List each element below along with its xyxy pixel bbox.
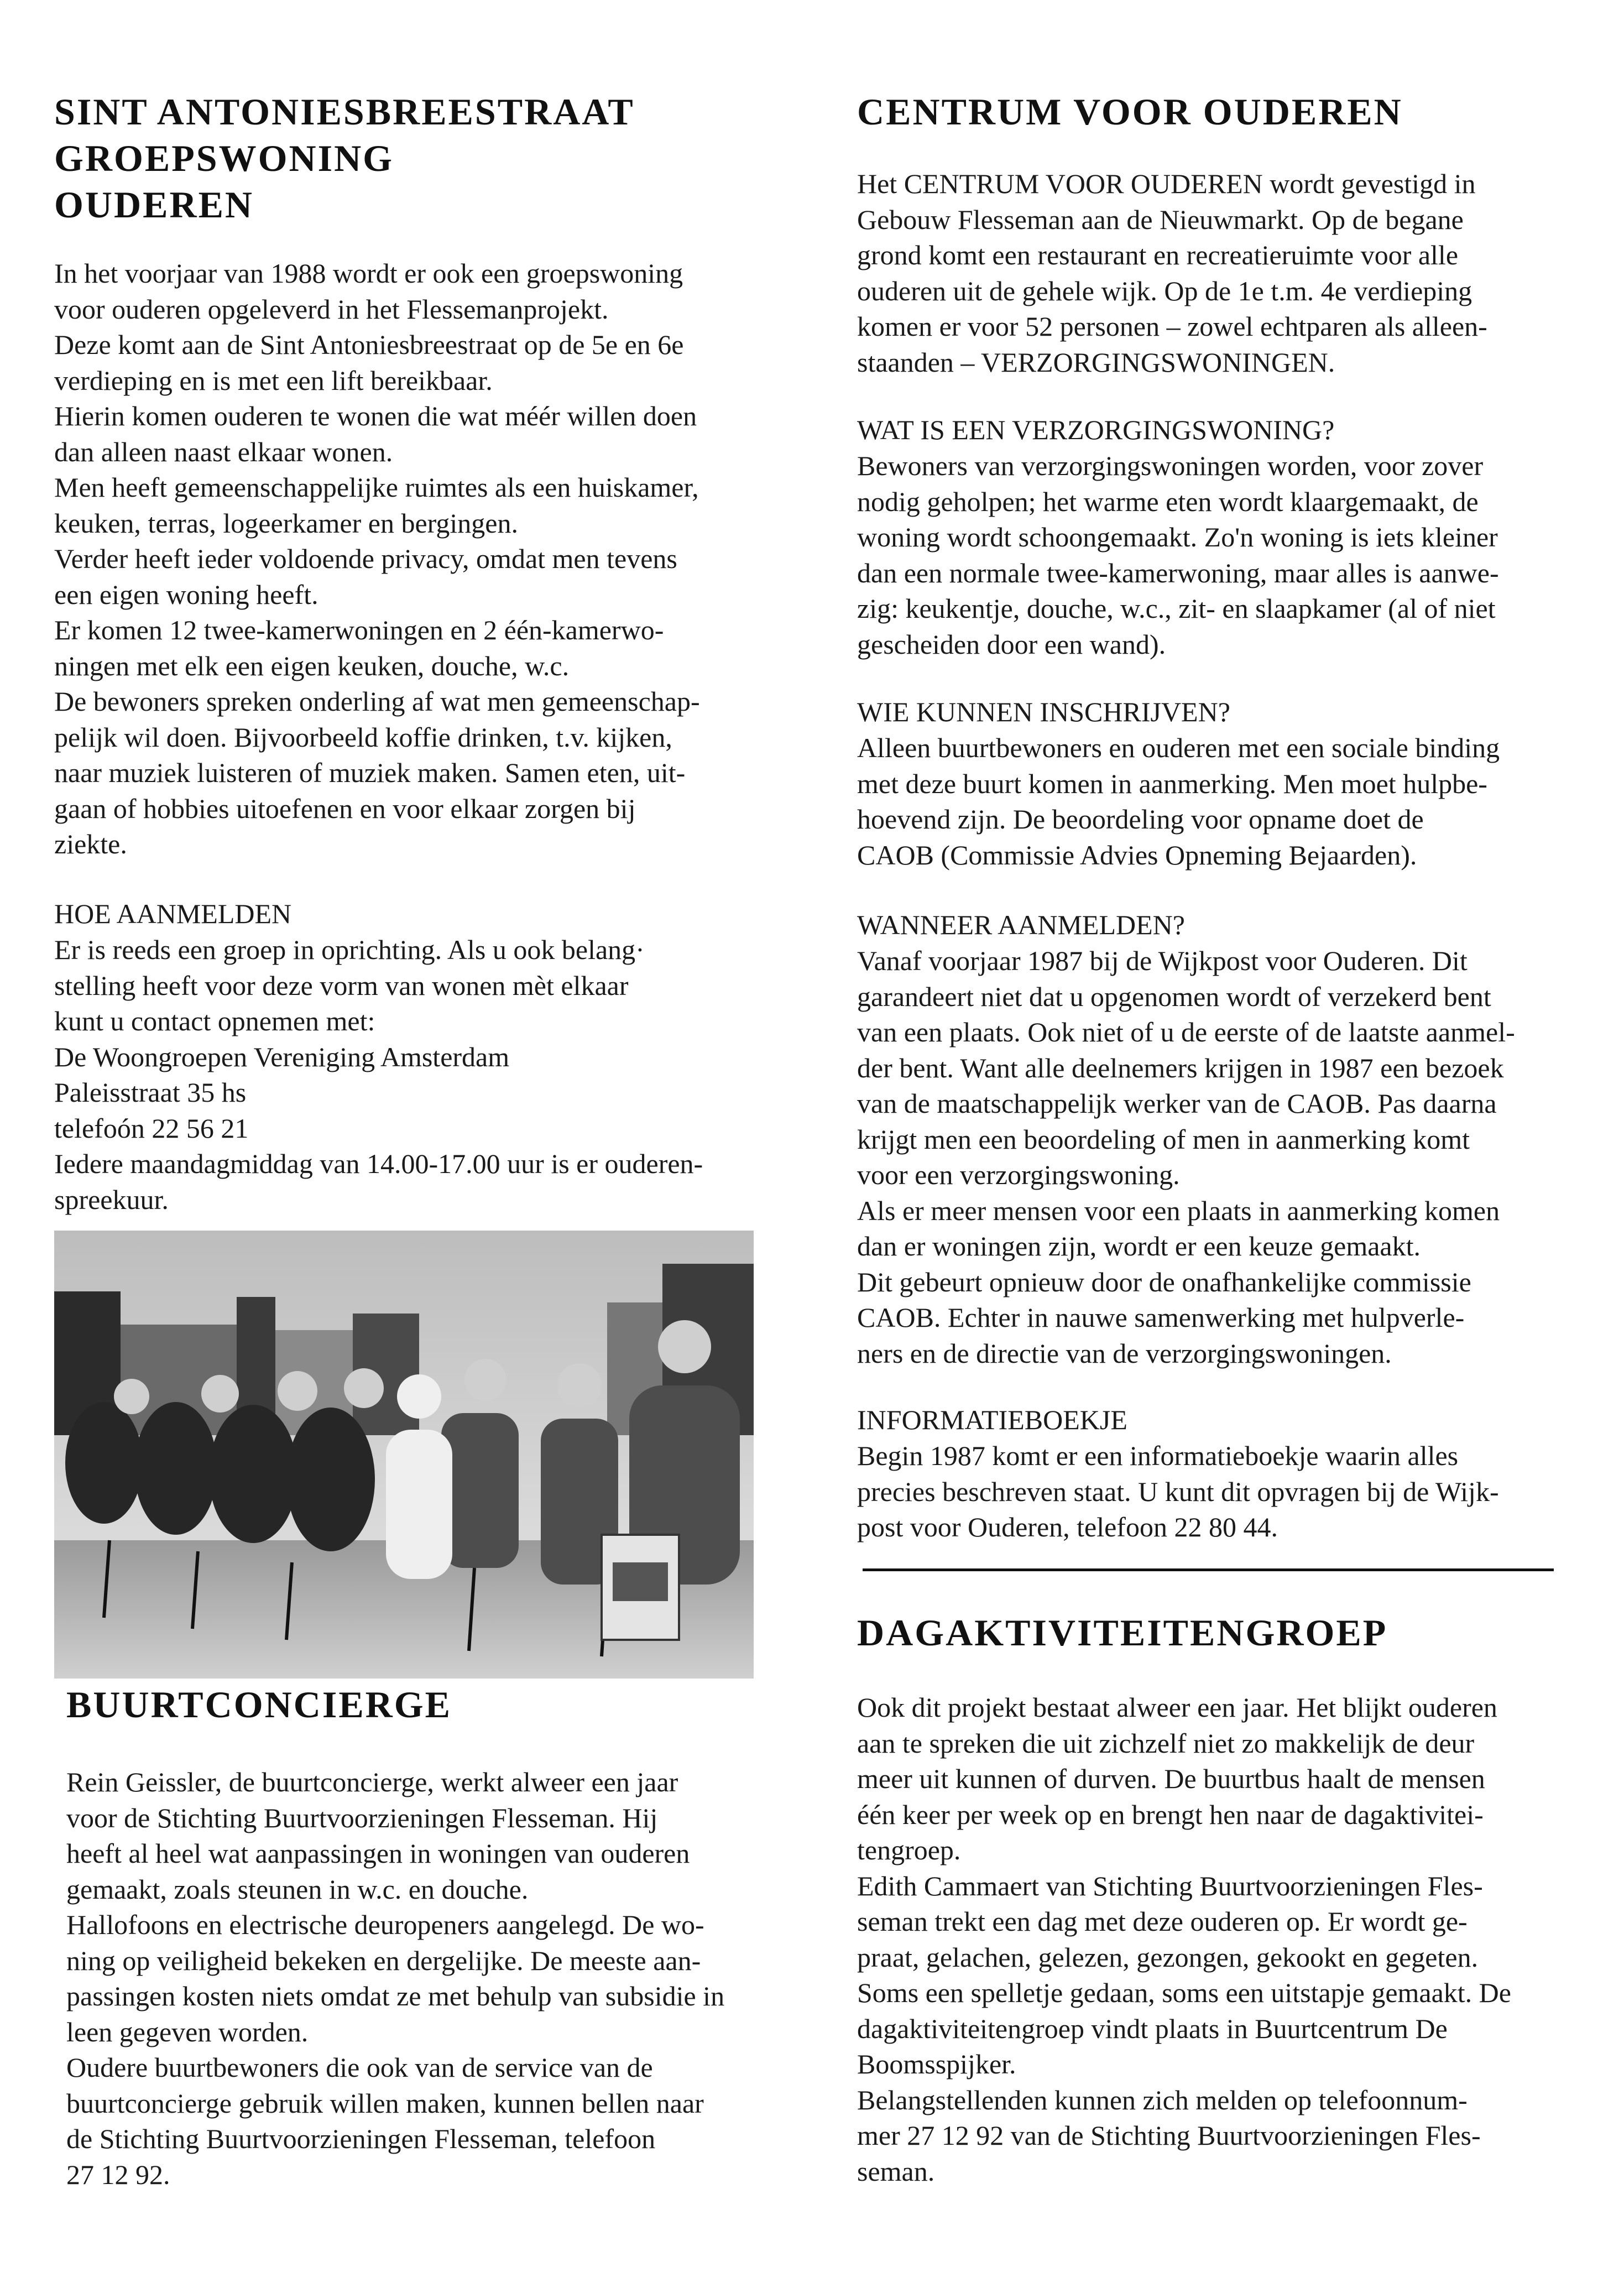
text-line: nodig geholpen; het warme eten wordt klaargemaakt, de bbox=[857, 486, 1479, 517]
text-line: aan te spreken die uit zichzelf niet zo makkelijk de deur bbox=[857, 1727, 1475, 1759]
informatieboekje-heading: INFORMATIEBOEKJE bbox=[857, 1404, 1127, 1435]
text-line: Belangstellenden kunnen zich melden op telefoonnum- bbox=[857, 2084, 1468, 2115]
antonies-title bbox=[54, 88, 759, 228]
text-line: zig: keukentje, douche, w.c., zit- en slaapkamer (al of niet bbox=[857, 593, 1496, 624]
text-line: dan er woningen zijn, wordt er een keuze gemaakt. bbox=[857, 1231, 1421, 1262]
text-line: ouderen uit de gehele wijk. Op de 1e t.m. 4e verdieping bbox=[857, 275, 1472, 306]
text-line: dan een normale twee-kamerwoning, maar alles is aanwe- bbox=[857, 557, 1499, 588]
text-line: Paleisstraat 35 hs bbox=[54, 1077, 247, 1108]
text-line: keuken, terras, logeerkamer en bergingen. bbox=[54, 507, 518, 539]
text-line: Vanaf voorjaar 1987 bij de Wijkpost voor Ouderen. Dit bbox=[857, 945, 1468, 976]
text-line: Hallofoons en electrische deuropeners aangelegd. De wo- bbox=[66, 1909, 704, 1940]
text-line: Edith Cammaert van Stichting Buurtvoorzieningen Fles- bbox=[857, 1870, 1483, 1901]
text-line: Rein Geissler, de buurtconcierge, werkt alweer een jaar bbox=[66, 1766, 678, 1797]
text-line: leen gegeven worden. bbox=[66, 2016, 309, 2047]
group-photo bbox=[54, 1231, 754, 1679]
text-line: verdieping en is met een lift bereikbaar. bbox=[54, 364, 493, 396]
text-line: kunt u contact opnemen met: bbox=[54, 1005, 375, 1036]
concierge-section bbox=[66, 1681, 452, 1728]
text-line: Deze komt aan de Sint Antoniesbreestraat op de 5e en 6e bbox=[54, 329, 684, 360]
text-line: Begin 1987 komt er een informatieboekje waarin alles bbox=[857, 1440, 1459, 1471]
text-line: Oudere buurtbewoners die ook van de service van de bbox=[66, 2052, 653, 2083]
dagaktiviteiten-paragraph bbox=[857, 1690, 1557, 2189]
antonies-title-line: GROEPSWONING bbox=[54, 137, 394, 179]
text-line: Verder heeft ieder voldoende privacy, omdat men tevens bbox=[54, 543, 677, 574]
verzorgingswoning-heading: WAT IS EEN VERZORGINGSWONING? bbox=[857, 414, 1335, 445]
text-line: Soms een spelletje gedaan, soms een uitstapje gemaakt. De bbox=[857, 1977, 1511, 2008]
text-line: gaan of hobbies uitoefenen en voor elkaar zorgen bij bbox=[54, 793, 636, 824]
hoe-aanmelden-paragraph bbox=[54, 932, 759, 1217]
text-line: seman trekt een dag met deze ouderen op. Er wordt ge- bbox=[857, 1906, 1468, 1937]
hoe-aanmelden-heading: HOE AANMELDEN bbox=[54, 898, 292, 929]
text-line: CAOB (Commissie Advies Opneming Bejaarden). bbox=[857, 839, 1417, 871]
text-line: spreekuur. bbox=[54, 1184, 169, 1215]
text-line: mer 27 12 92 van de Stichting Buurtvoorzieningen Fles- bbox=[857, 2120, 1481, 2151]
text-line: van de maatschappelijk werker van de CAOB. Pas daarna bbox=[857, 1088, 1497, 1119]
text-line: der bent. Want alle deelnemers krijgen in 1987 een bezoek bbox=[857, 1052, 1504, 1083]
text-line: passingen kosten niets omdat ze met behulp van subsidie in bbox=[66, 1980, 725, 2011]
text-line: Er is reeds een groep in oprichting. Als u ook belang· bbox=[54, 934, 645, 965]
text-line: CAOB. Echter in nauwe samenwerking met hulpverle- bbox=[857, 1302, 1465, 1333]
inschrijven-paragraph bbox=[857, 730, 1557, 873]
text-line: Bewoners van verzorgingswoningen worden, voor zover bbox=[857, 450, 1484, 481]
text-line: voor een verzorgingswoning. bbox=[857, 1159, 1180, 1190]
text-line: tengroep. bbox=[857, 1834, 961, 1865]
text-line: meer uit kunnen of durven. De buurtbus haalt de mensen bbox=[857, 1763, 1485, 1794]
text-line: dagaktiviteitengroep vindt plaats in Buurtcentrum De bbox=[857, 2013, 1448, 2044]
text-line: van een plaats. Ook niet of u de eerste of de laatste aanmel- bbox=[857, 1017, 1515, 1047]
text-line: De Woongroepen Vereniging Amsterdam bbox=[54, 1041, 510, 1072]
text-line: Iedere maandagmiddag van 14.00-17.00 uur is er ouderen- bbox=[54, 1148, 703, 1179]
text-line: heeft al heel wat aanpassingen in woningen van ouderen bbox=[66, 1838, 690, 1869]
text-line: Als er meer mensen voor een plaats in aanmerking komen bbox=[857, 1195, 1500, 1226]
text-line: precies beschreven staat. U kunt dit opvragen bij de Wijk- bbox=[857, 1476, 1499, 1507]
concierge-title: BUURTCONCIERGE bbox=[66, 1684, 452, 1726]
antonies-title-line: OUDEREN bbox=[54, 184, 254, 226]
antonies-paragraph bbox=[54, 256, 759, 862]
text-line: ningen met elk een eigen keuken, douche, w.c. bbox=[54, 650, 570, 681]
wanneer-aanmelden-heading: WANNEER AANMELDEN? bbox=[857, 909, 1185, 940]
text-line: Er komen 12 twee-kamerwoningen en 2 één-kamerwo- bbox=[54, 614, 664, 645]
text-line: staanden – VERZORGINGSWONINGEN. bbox=[857, 346, 1335, 378]
wanneer-aanmelden-paragraph bbox=[857, 943, 1557, 1371]
text-line: Boomsspijker. bbox=[857, 2049, 1016, 2079]
text-line: krijgt men een beoordeling of men in aanmerking komt bbox=[857, 1123, 1470, 1155]
text-line: dan alleen naast elkaar wonen. bbox=[54, 436, 393, 467]
text-line: ziekte. bbox=[54, 828, 127, 859]
centrum-title: CENTRUM VOOR OUDEREN bbox=[857, 91, 1403, 133]
verzorgingswoning-paragraph bbox=[857, 448, 1557, 662]
text-line: pelijk wil doen. Bijvoorbeeld koffie drinken, t.v. kijken, bbox=[54, 721, 672, 753]
text-line: woning wordt schoongemaakt. Zo'n woning is iets kleiner bbox=[857, 522, 1498, 553]
text-line: Hierin komen ouderen te wonen die wat méér willen doen bbox=[54, 400, 697, 431]
antonies-section bbox=[54, 88, 759, 228]
text-line: telefoón 22 56 21 bbox=[54, 1112, 249, 1144]
text-line: seman. bbox=[857, 2155, 935, 2187]
text-line: komen er voor 52 personen – zowel echtparen als alleen- bbox=[857, 311, 1487, 342]
text-line: grond komt een restaurant en recreatieruimte voor alle bbox=[857, 239, 1459, 270]
centrum-paragraph bbox=[857, 166, 1557, 380]
concierge-paragraph bbox=[66, 1764, 760, 2192]
inschrijven-heading: WIE KUNNEN INSCHRIJVEN? bbox=[857, 696, 1230, 727]
dagaktiviteiten-title: DAGAKTIVITEITENGROEP bbox=[857, 1612, 1388, 1654]
text-line: gemaakt, zoals steunen in w.c. en douche. bbox=[66, 1873, 529, 1905]
text-line: post voor Ouderen, telefoon 22 80 44. bbox=[857, 1512, 1278, 1542]
text-line: buurtconcierge gebruik willen maken, kunnen bellen naar bbox=[66, 2087, 704, 2119]
text-line: hoevend zijn. De beoordeling voor opname doet de bbox=[857, 804, 1424, 835]
text-line: In het voorjaar van 1988 wordt er ook een groepswoning bbox=[54, 258, 683, 289]
text-line: de Stichting Buurtvoorzieningen Flesseman, telefoon bbox=[66, 2123, 656, 2154]
text-line: garandeert niet dat u opgenomen wordt of verzekerd bent bbox=[857, 981, 1491, 1012]
photo-elderly-group-seated bbox=[54, 1231, 754, 1679]
text-line: 27 12 92. bbox=[66, 2159, 170, 2190]
informatieboekje-paragraph bbox=[857, 1438, 1557, 1545]
text-line: voor ouderen opgeleverd in het Flessemanprojekt. bbox=[54, 293, 609, 325]
text-line: Het CENTRUM VOOR OUDEREN wordt gevestigd in bbox=[857, 168, 1476, 199]
text-line: stelling heeft voor deze vorm van wonen mèt elkaar bbox=[54, 970, 629, 1001]
text-line: één keer per week op en brengt hen naar de dagaktivitei- bbox=[857, 1799, 1484, 1830]
text-line: voor de Stichting Buurtvoorzieningen Flesseman. Hij bbox=[66, 1802, 658, 1833]
antonies-title-line: SINT ANTONIESBREESTRAAT bbox=[54, 91, 635, 133]
text-line: praat, gelachen, gelezen, gezongen, gekookt en gegeten. bbox=[857, 1941, 1479, 1973]
text-line: naar muziek luisteren of muziek maken. Samen eten, uit- bbox=[54, 757, 686, 788]
text-line: Dit gebeurt opnieuw door de onafhankelijke commissie bbox=[857, 1266, 1471, 1297]
text-line: gescheiden door een wand). bbox=[857, 628, 1166, 660]
text-line: een eigen woning heeft. bbox=[54, 578, 318, 610]
text-line: Men heeft gemeenschappelijke ruimtes als een huiskamer, bbox=[54, 472, 699, 503]
text-line: met deze buurt komen in aanmerking. Men moet hulpbe- bbox=[857, 768, 1487, 799]
text-line: Gebouw Flesseman aan de Nieuwmarkt. Op de begane bbox=[857, 204, 1464, 235]
text-line: ning op veiligheid bekeken en dergelijke. De meeste aan- bbox=[66, 1945, 701, 1976]
text-line: De bewoners spreken onderling af wat men gemeenschap- bbox=[54, 686, 700, 717]
section-divider bbox=[863, 1568, 1554, 1571]
text-line: Ook dit projekt bestaat alweer een jaar. Het blijkt ouderen bbox=[857, 1692, 1497, 1723]
text-line: Alleen buurtbewoners en ouderen met een sociale binding bbox=[857, 732, 1500, 763]
text-line: ners en de directie van de verzorgingswoningen. bbox=[857, 1337, 1392, 1369]
